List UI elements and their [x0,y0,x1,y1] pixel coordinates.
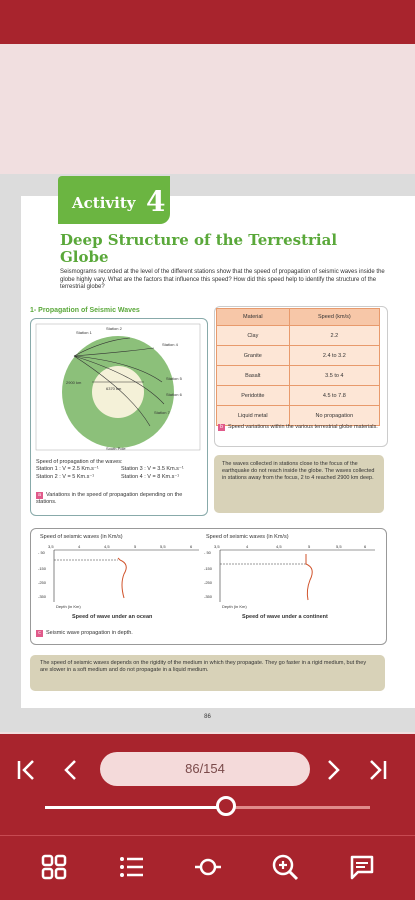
chart-left-title: Speed of seismic waves (in Km/s) [40,534,123,540]
y-tick: -250 [38,580,47,585]
page-slider-fill [45,806,226,809]
activity-label: Activity [72,194,136,212]
diagram-label-2900: 2900 km [66,380,82,385]
caption-mark-c: c [36,630,43,637]
speed-line-2: Station 2 : V = 5 Km.s⁻¹ [36,474,95,480]
diagram-label-6370: 6370 km [106,386,122,391]
y-tick: - 50 [204,550,211,555]
chart-right-caption: Speed of wave under a continent [242,614,328,620]
page-number: 86 [204,714,211,720]
next-page-icon [320,757,346,783]
table-caption [218,424,378,431]
continent-speed-curve [306,554,312,600]
chart-right-title: Speed of seismic waves (in Km/s) [206,534,289,540]
table-row [217,386,380,406]
material-table [216,308,380,426]
table-header: Speed (km/s) [289,309,379,326]
chart-caption-text: Seismic wave propagation in depth. [46,630,133,636]
x-tick: 4 [78,544,81,549]
table-row [217,406,380,426]
table-caption-text: Speed variations within the various terrestrial globe materials. [228,424,378,430]
grid-view-button[interactable] [39,852,69,882]
speed-title: Speed of propagation of the waves: [36,459,123,465]
y-tick: - 50 [38,550,45,555]
zoom-in-icon [270,852,300,882]
chart-left-caption: Speed of wave under an ocean [72,614,153,620]
speed-line-3: Station 3 : V = 3.5 Km.s⁻¹ [121,466,184,472]
activity-number: 4 [146,185,166,218]
x-tick: 3,5 [48,544,54,549]
x-tick: 5 [308,544,311,549]
table-cell: Basalt [217,366,290,386]
diagram-label-station-2: Station 2 [106,326,122,331]
rotate-button[interactable] [193,852,223,882]
table-cell: No propagation [289,406,379,426]
top-bar [0,0,415,44]
intro-text: Seismograms recorded at the level of the different stations show that the speed of propagation of seismic waves inside the globe highly vary. What are the factors that influence this speed? How did this speed help to identify the structure of the terrestrial globe? [60,269,385,290]
comment-button[interactable] [347,852,377,882]
y-tick: -350 [38,594,47,599]
first-page-button[interactable] [14,757,40,783]
first-page-icon [14,757,40,783]
rotate-icon [193,852,223,882]
y-axis-label: Depth (in Km) [56,604,81,609]
diagram-label-south-pole: South Pole [106,446,126,451]
table-header-row [217,309,380,326]
y-tick: -150 [204,566,213,571]
table-cell: 4.5 to 7.8 [289,386,379,406]
ocean-speed-curve [118,558,126,598]
zoom-in-button[interactable] [270,852,300,882]
page-indicator[interactable]: 86/154 [100,752,310,786]
chart-caption [36,630,336,637]
x-tick: 6 [364,544,367,549]
comment-icon [347,852,377,882]
y-axis-label: Depth (in Km) [222,604,247,609]
x-tick: 4,5 [104,544,110,549]
page-title: Deep Structure of the Terrestrial Globe [60,231,338,266]
x-tick: 4 [246,544,249,549]
table-header: Material [217,309,290,326]
y-tick: -150 [38,566,47,571]
table-row [217,366,380,386]
last-page-icon [364,757,390,783]
table-cell: Clay [217,326,290,346]
table-cell: Granite [217,346,290,366]
x-tick: 6 [190,544,193,549]
table-row [217,346,380,366]
table-cell: 3.5 to 4 [289,366,379,386]
diagram-label-station-1: Station 1 [76,330,92,335]
info-note-speed: The speed of seismic waves depends on the rigidity of the medium in which they propagate. They go faster in a rigid medium, but they are slower in a soft medium and do not propagate in a liquid medium. [30,655,385,691]
x-tick: 5,5 [160,544,166,549]
caption-mark-b: b [218,424,225,431]
prev-page-icon [58,757,84,783]
speed-line-1: Station 1 : V = 2.5 Km.s⁻¹ [36,466,99,472]
grid-view-icon [39,852,69,882]
info-note-stations: The waves collected in stations close to the focus of the earthquake do not reach inside the globe. The waves collected in stations away from the focus, 2 to 4 reached 2900 km deep. [214,455,384,513]
earth-diagram [34,322,202,452]
diagram-label-station-4: Station 4 [162,342,178,347]
y-tick: -350 [204,594,213,599]
activity-badge [58,176,170,224]
table-cell: Peridotite [217,386,290,406]
caption-mark-a: a [36,492,43,499]
diagram-label-station-6: Station 6 [166,392,182,397]
list-button[interactable] [116,852,146,882]
table-cell: 2.2 [289,326,379,346]
next-page-button[interactable] [320,757,346,783]
diagram-label-station-7: Station 7 [154,410,170,415]
last-page-button[interactable] [364,757,390,783]
toolbar-divider [0,835,415,836]
x-tick: 5,5 [336,544,342,549]
chart-continent [200,542,380,610]
y-tick: -250 [204,580,213,585]
chart-ocean [34,542,204,610]
x-tick: 5 [134,544,137,549]
x-tick: 3,5 [214,544,220,549]
x-tick: 4,5 [276,544,282,549]
diagram-caption-text: Variations in the speed of propagation depending on the stations. [36,492,183,505]
speed-line-4: Station 4 : V = 8 Km.s⁻¹ [121,474,180,480]
table-cell: 2.4 to 3.2 [289,346,379,366]
section-heading: 1- Propagation of Seismic Waves [30,307,140,314]
diagram-caption [36,492,196,506]
prev-page-button[interactable] [58,757,84,783]
table-row [217,326,380,346]
table-cell: Liquid metal [217,406,290,426]
diagram-label-station-5: Station 5 [166,376,182,381]
list-icon [116,852,146,882]
